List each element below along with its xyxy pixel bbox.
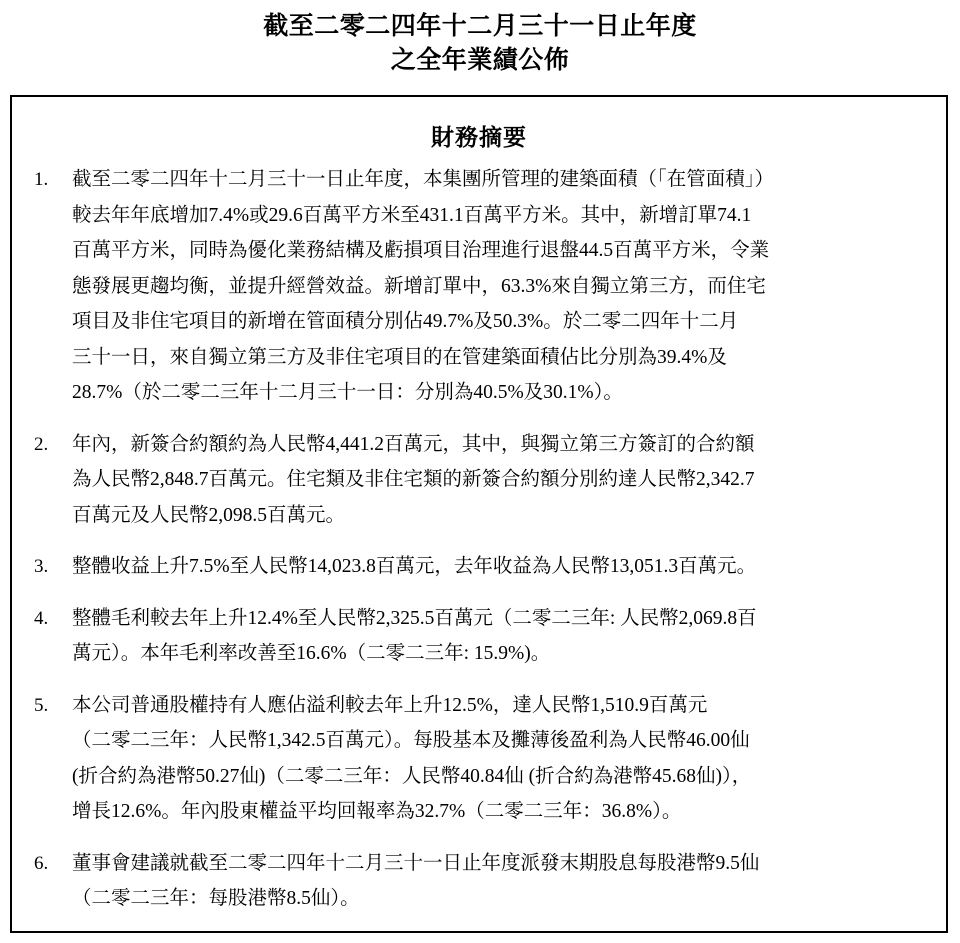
summary-item-5-line-3: (折合約為港幣50.27仙)（二零二三年：人民幣40.84仙 (折合約為港幣45.68仙)）， (72, 765, 752, 787)
summary-item-5-line-2: （二零二三年：人民幣1,342.5百萬元）。每股基本及攤薄後盈利為人民幣46.00仙 (72, 730, 750, 751)
summary-item-2-body (72, 427, 932, 534)
summary-item-1 (26, 162, 932, 411)
summary-item-1-line-3: 百萬平方米，同時為優化業務結構及虧損項目治理進行退盤44.5百萬平方米，令業 (72, 240, 770, 261)
summary-item-1-line-5: 項目及非住宅項目的新增在管面積分別佔49.7%及50.3%。於二零二四年十二月 (72, 311, 739, 332)
summary-item-5-body (72, 688, 932, 830)
summary-item-1-line-2: 較去年年底增加7.4%或29.6百萬平方米至431.1百萬平方米。其中，新增訂單74.1 (72, 204, 752, 226)
summary-item-6-body (72, 846, 932, 917)
summary-item-6-number: 6. (34, 852, 49, 874)
summary-item-1-line-4: 態發展更趨均衡，並提升經營效益。新增訂單中，63.3%來自獨立第三方，而住宅 (72, 275, 766, 297)
summary-item-1-body (72, 162, 932, 411)
summary-item-3-number: 3. (34, 556, 49, 577)
summary-item-5-number: 5. (34, 694, 49, 716)
summary-item-3-body (72, 549, 932, 585)
summary-item-1-line-7: 28.7%（於二零二三年十二月三十一日：分別為40.5%及30.1%）。 (72, 382, 623, 403)
summary-items-list (12, 162, 946, 917)
summary-item-4-line-2: 萬元）。本年毛利率改善至16.6%（二零二三年: 15.9%)。 (72, 643, 551, 664)
summary-item-2 (26, 427, 932, 534)
financial-summary-box (10, 95, 948, 933)
summary-item-2-line-1: 年內，新簽合約額約為人民幣4,441.2百萬元，其中，與獨立第三方簽訂的合約額 (72, 433, 755, 455)
summary-item-4-number: 4. (34, 607, 49, 629)
summary-item-6-line-2: （二零二三年：每股港幣8.5仙）。 (72, 888, 360, 909)
summary-item-5-line-1: 本公司普通股權持有人應佔溢利較去年上升12.5%，達人民幣1,510.9百萬元 (72, 694, 708, 716)
summary-item-5 (26, 688, 932, 830)
document-title-line-2: 之全年業績公佈 (390, 47, 570, 74)
summary-item-4 (26, 601, 932, 672)
document-title (0, 0, 960, 78)
summary-item-2-number: 2. (34, 433, 49, 455)
summary-item-6 (26, 846, 932, 917)
summary-item-3-line-1: 整體收益上升7.5%至人民幣14,023.8百萬元，去年收益為人民幣13,051.3百萬元。 (72, 556, 757, 577)
summary-item-5-line-4: 增長12.6%。年內股東權益平均回報率為32.7%（二零二三年：36.8%）。 (72, 801, 682, 822)
summary-item-1-number: 1. (34, 169, 49, 190)
summary-item-6-line-1: 董事會建議就截至二零二四年十二月三十一日止年度派發末期股息每股港幣9.5仙 (72, 852, 760, 874)
document-title-line-1: 截至二零二四年十二月三十一日止年度 (263, 13, 697, 40)
summary-item-2-line-3: 百萬元及人民幣2,098.5百萬元。 (72, 504, 346, 526)
financial-summary-heading: 財務摘要 (431, 125, 527, 150)
summary-item-4-line-1: 整體毛利較去年上升12.4%至人民幣2,325.5百萬元（二零二三年: 人民幣2,069.8百 (72, 607, 757, 629)
summary-item-1-line-6: 三十一日，來自獨立第三方及非住宅項目的在管建築面積佔比分別為39.4%及 (72, 346, 727, 368)
summary-item-4-body (72, 601, 932, 672)
summary-item-1-line-1: 截至二零二四年十二月三十一日止年度，本集團所管理的建築面積（「在管面積」） (72, 169, 775, 190)
summary-item-3 (26, 549, 932, 585)
summary-item-2-line-2: 為人民幣2,848.7百萬元。住宅類及非住宅類的新簽合約額分別約達人民幣2,342.7 (72, 469, 755, 490)
